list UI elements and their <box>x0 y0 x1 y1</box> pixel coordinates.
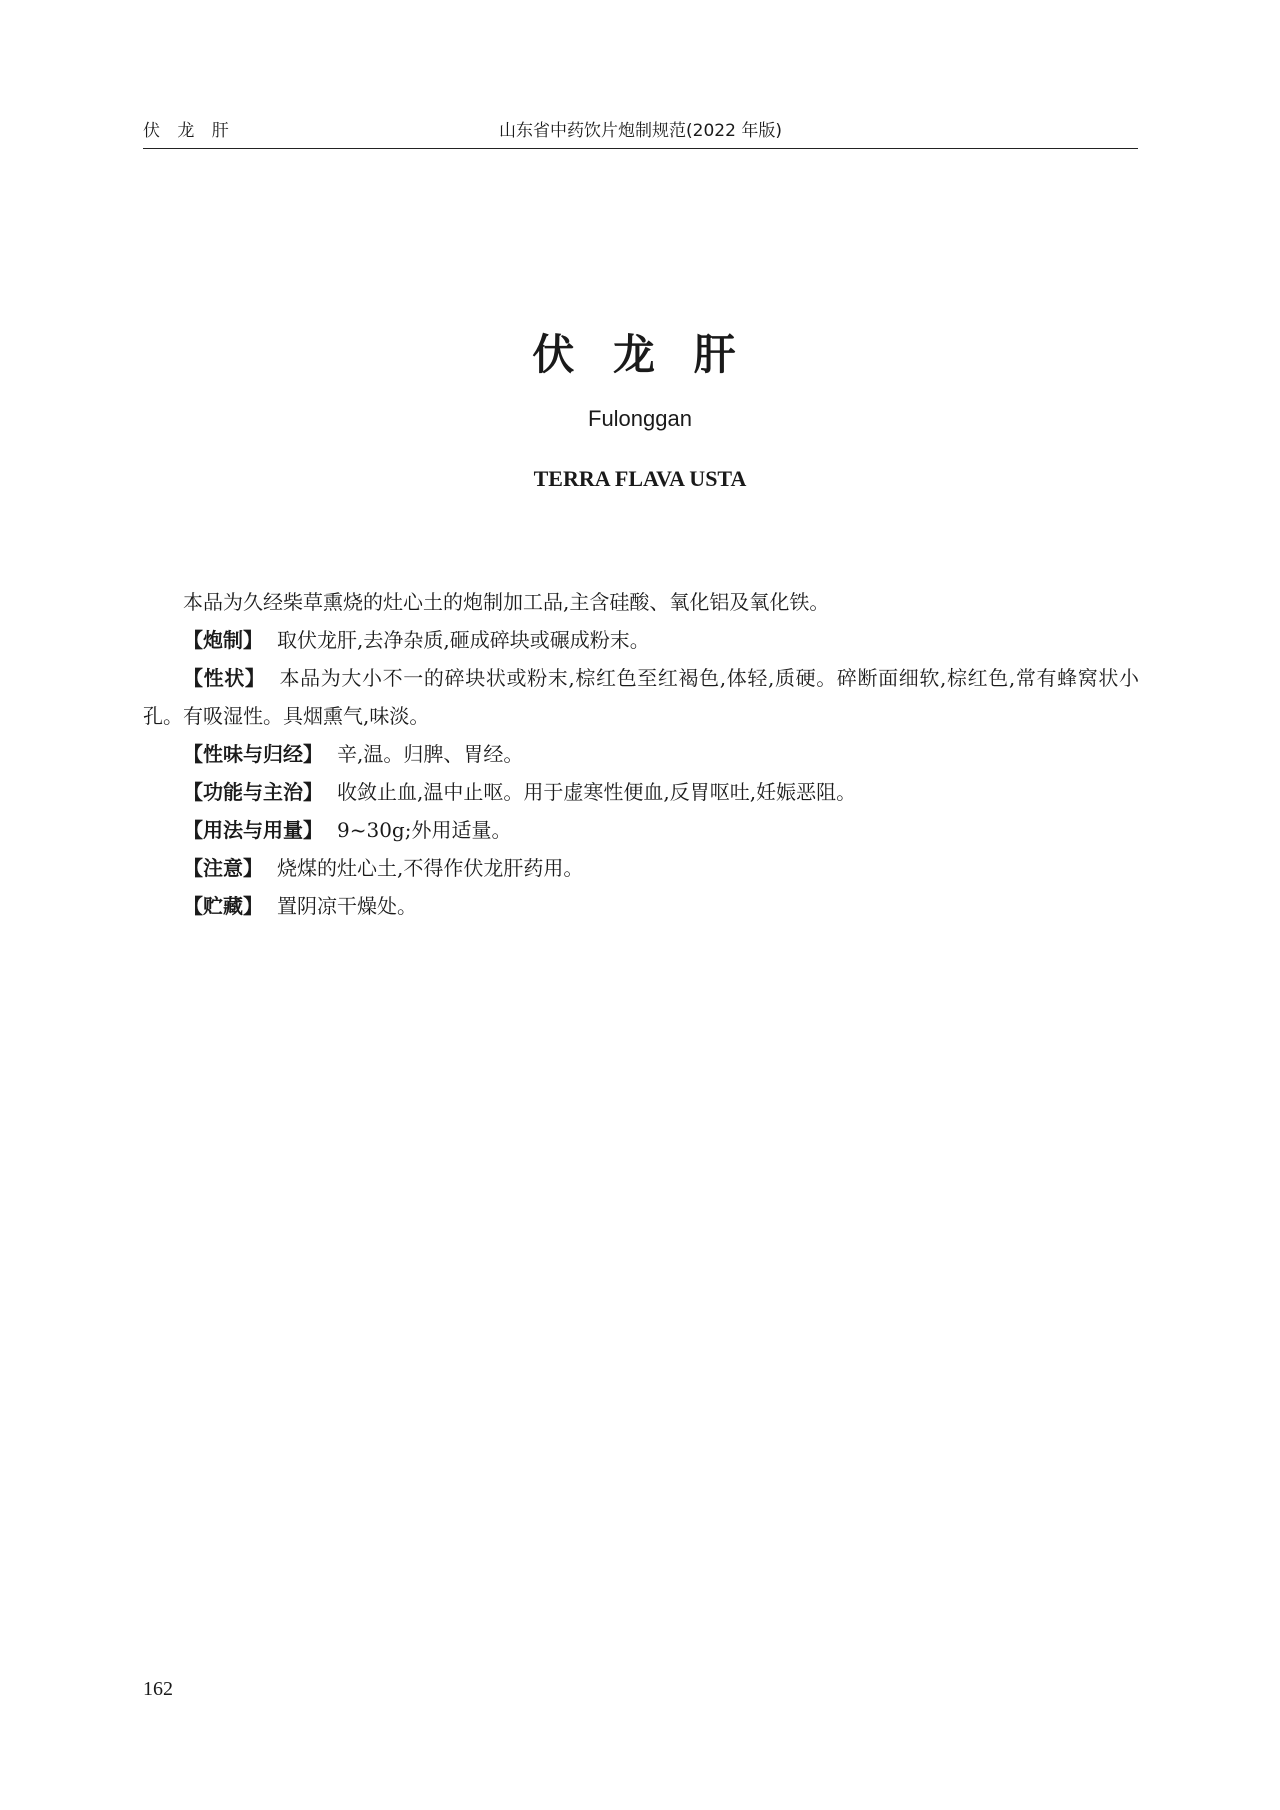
section-text: 置阴凉干燥处。 <box>277 894 417 918</box>
section-text: 辛,温。归脾、胃经。 <box>337 742 524 766</box>
section-text: 收敛止血,温中止呕。用于虚寒性便血,反胃呕吐,妊娠恶阻。 <box>337 780 857 804</box>
section-description <box>143 659 1139 735</box>
entry-title: 伏 龙 肝 <box>532 330 748 379</box>
section-text: 9~30g;外用适量。 <box>337 818 512 842</box>
section-property-meridian <box>143 735 1139 773</box>
section-processing <box>143 621 1139 659</box>
section-label: 【贮藏】 <box>183 894 263 918</box>
entry-latin-name: TERRA FLAVA USTA <box>533 466 747 491</box>
running-head <box>143 112 1138 149</box>
section-label: 【用法与用量】 <box>183 818 323 842</box>
intro-paragraph: 本品为久经柴草熏烧的灶心土的炮制加工品,主含硅酸、氧化铝及氧化铁。 <box>183 590 830 614</box>
section-text: 取伏龙肝,去净杂质,砸成碎块或碾成粉末。 <box>277 628 650 652</box>
section-text: 本品为大小不一的碎块状或粉末,棕红色至红褐色,体轻,质硬。碎断面细软,棕红色,常有蜂窝状小孔。有吸湿性。具烟熏气,味淡。 <box>143 666 1140 728</box>
running-head-book-title: 山东省中药饮片炮制规范(2022 年版) <box>499 121 782 141</box>
section-label: 【功能与主治】 <box>183 780 323 804</box>
section-usage-dosage <box>143 811 1139 849</box>
section-label: 【性味与归经】 <box>183 742 323 766</box>
page-number: 162 <box>143 1678 173 1700</box>
section-label: 【性状】 <box>183 666 266 690</box>
entry-pinyin: Fulonggan <box>588 406 692 431</box>
entry-body <box>143 583 1139 925</box>
running-head-entry: 伏 龙 肝 <box>143 121 235 141</box>
section-text: 烧煤的灶心土,不得作伏龙肝药用。 <box>277 856 584 880</box>
section-label: 【炮制】 <box>183 628 263 652</box>
section-caution <box>143 849 1139 887</box>
section-function-indication <box>143 773 1139 811</box>
section-label: 【注意】 <box>183 856 263 880</box>
section-storage <box>143 887 1139 925</box>
